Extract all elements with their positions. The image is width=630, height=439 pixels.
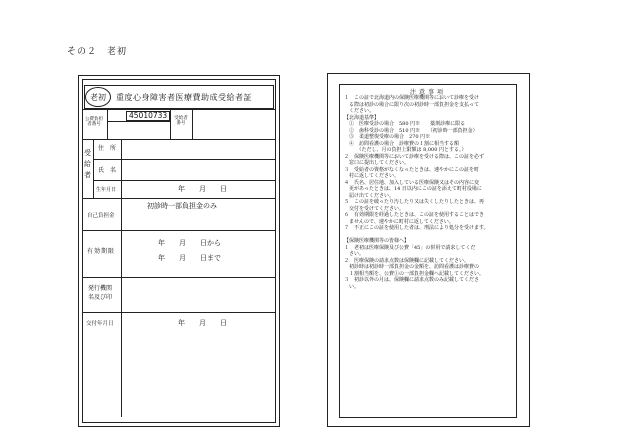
notes-title: 注意事項	[409, 89, 446, 96]
notes-line: ませんので、速やかに町村に返してください。	[344, 218, 454, 225]
issue-date-value: 年 月 日	[178, 319, 227, 327]
notes-line: 窓口に提出してください。	[344, 160, 410, 166]
notes-line: い。	[344, 283, 360, 290]
copay-label: 自己負担金	[87, 213, 115, 219]
notes-line: （ただし、月の負担上限額は 8,000 円とする。）	[344, 147, 467, 153]
notes-line: ３ 受給者の資格がなくなったときは、速やかにこの証を町	[344, 166, 480, 173]
row-divider	[93, 159, 276, 160]
notes-line: る際は初診の場合に限り次の初診時一部負担金を支払って	[344, 101, 480, 108]
notes-line: 更があったときは、14 日以内にこの証を添えて町村役場に	[344, 186, 482, 192]
row-divider	[93, 180, 276, 181]
notes-body	[344, 95, 514, 290]
notes-line: ４ 氏名、居住地、加入している医療保険又はその内容に変	[344, 179, 480, 186]
row-divider	[82, 109, 276, 110]
notes-line: ③ 柔道整復受療の場合 270 円※	[344, 134, 431, 140]
row-divider	[82, 139, 276, 140]
notes-line: １割相当額を、公費①の一部負担金欄へ記載してください。	[344, 270, 485, 277]
notes-line: 届け出てください。	[344, 192, 395, 199]
badge-seal: 老初	[85, 87, 111, 107]
payer-number: 45010733	[129, 111, 168, 120]
notes-line: ７ 不正にこの証を使用した者は、刑法により処分を受けます。	[344, 225, 489, 231]
notes-line: ５ この証を破ったり汚したり又は失くしたりしたときは、再	[344, 199, 485, 205]
birth-date-value: 年 月 日	[178, 185, 227, 193]
notes-line: ② 歯科受診の場合 510 円※ （初診時一部負担金）	[344, 127, 478, 134]
notes-line: 村に返してください。	[344, 173, 400, 179]
copay-value: 初診時一部負担金のみ	[147, 202, 217, 210]
notes-line: ３ 初診以外の月は、保険欄に請求点数のみ記載してくださ	[344, 277, 480, 283]
recipient-number-label: 受給者番号	[174, 116, 188, 126]
validity-from: 年 月 日から	[158, 239, 221, 247]
notes-line: さい。	[344, 251, 365, 257]
issue-date-label: 交付年月日	[86, 321, 114, 327]
payer-number-label: 公費負担者番号	[85, 117, 103, 127]
row-divider	[82, 312, 276, 313]
row-divider	[82, 230, 276, 231]
notes-line: １ この証で北海道内の保険医療機関等において診療を受け	[344, 95, 480, 101]
issuer-label-line2: 名及び印	[88, 294, 113, 301]
page-heading: その２ 老初	[67, 47, 128, 57]
notes-line: 初診時は初診時一部負担金の金額を、訪問看護は診療費の	[344, 264, 480, 270]
notes-line: ２ 保険医療機関等において診療を受ける際は、この証を必ず	[344, 153, 485, 160]
row-divider	[107, 121, 170, 122]
name-label: 氏名	[98, 167, 123, 174]
notes-line: ④ 訪問看護の場合 診療費の１割に相当する額	[344, 140, 460, 147]
notes-line: 交付を受けてください。	[344, 205, 405, 212]
address-label: 住所	[98, 145, 123, 152]
notes-line: ① 医療受診の場合 580 円※ 薬剤診療に限る	[344, 121, 466, 127]
certificate-title: 重度心身障害者医療費助成受給者証	[116, 93, 252, 102]
notes-line: １ 老初は医療保険及び公費「45」の併用で請求してくだ	[344, 244, 476, 251]
issuer-label-line1: 発行機関	[88, 285, 113, 292]
row-divider	[82, 277, 276, 278]
birth-date-label: 生年月日	[96, 187, 117, 193]
validity-to: 年 月 日まで	[158, 254, 221, 262]
notes-line: 【保険医療機関等の皆様へ】	[344, 238, 410, 244]
row-divider	[82, 198, 276, 199]
recipient-group-label: 受給者	[84, 149, 91, 179]
validity-label: 有効期限	[87, 248, 116, 255]
col-divider	[107, 109, 108, 139]
notes-line: ２ 医療保険の請求点数は保険欄に記載してください。	[344, 257, 470, 264]
notes-line: ６ 有効期限を経過したときは、この証を使用することはでき	[344, 212, 485, 218]
notes-line: 【北海道基準】	[344, 114, 380, 121]
notes-line: ください。	[344, 108, 375, 114]
col-divider	[192, 109, 193, 139]
col-divider	[93, 139, 94, 198]
col-divider	[170, 109, 171, 139]
